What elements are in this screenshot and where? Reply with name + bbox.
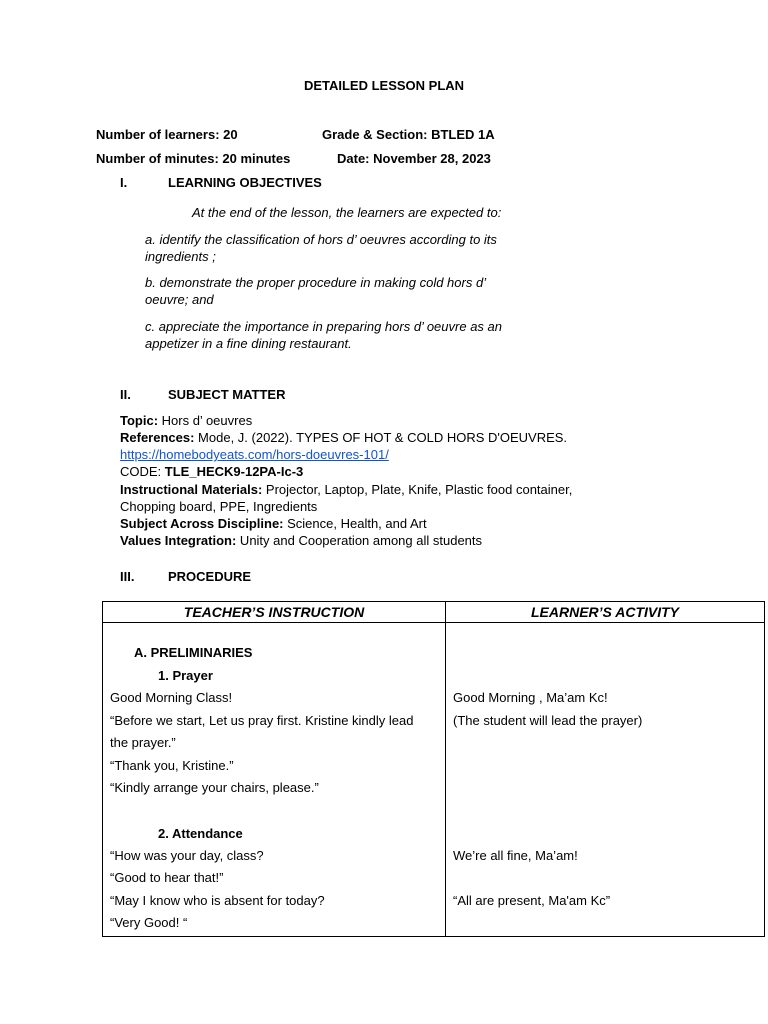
- section-preliminaries: A. PRELIMINARIES: [134, 645, 253, 660]
- lesson-date: Date: November 28, 2023: [337, 151, 491, 166]
- teacher-column-header: TEACHER’S INSTRUCTION: [103, 602, 446, 623]
- materials-value: Projector, Laptop, Plate, Knife, Plastic food container, Chopping board, PPE, Ingredients: [120, 482, 573, 514]
- learner-line: We’re all fine, Ma’am!: [453, 848, 578, 863]
- procedure-header-row: [103, 602, 765, 623]
- teacher-line: the prayer.”: [110, 735, 176, 750]
- learner-line: Good Morning , Ma’am Kc!: [453, 690, 608, 705]
- teacher-line: “How was your day, class?: [110, 848, 264, 863]
- topic-value: Hors d’ oeuvres: [158, 413, 253, 428]
- procedure-table: [102, 601, 765, 937]
- reference-link[interactable]: https://homebodyeats.com/hors-doeuvres-101/: [120, 447, 389, 462]
- objective-a: a. identify the classification of hors d’ oeuvres according to its ingredients ;: [145, 232, 497, 264]
- discipline-value: Science, Health, and Art: [283, 516, 427, 531]
- teacher-line: “Good to hear that!”: [110, 870, 224, 885]
- learner-column-header: LEARNER’S ACTIVITY: [446, 602, 765, 623]
- materials-line: [120, 481, 580, 515]
- references-label: References:: [120, 430, 195, 445]
- topic-label: Topic:: [120, 413, 159, 428]
- references-value: Mode, J. (2022). TYPES OF HOT & COLD HORS D'OEUVRES.: [194, 430, 568, 445]
- teacher-line: Good Morning Class!: [110, 690, 233, 705]
- discipline-line: [120, 516, 427, 531]
- objective-c: c. appreciate the importance in preparing hors d’ oeuvre as an appetizer in a fine dining restaurant.: [145, 319, 502, 351]
- teacher-line: “Before we start, Let us pray first. Kristine kindly lead: [110, 713, 414, 728]
- values-line: [120, 533, 482, 548]
- objectives-numeral: I.: [120, 175, 128, 190]
- topic-line: [120, 413, 252, 428]
- objectives-heading: LEARNING OBJECTIVES: [168, 175, 322, 190]
- subject-heading: SUBJECT MATTER: [168, 387, 286, 402]
- document-title: DETAILED LESSON PLAN: [303, 78, 465, 93]
- code-line: [120, 464, 303, 479]
- procedure-body-row: [103, 623, 765, 937]
- learner-line: (The student will lead the prayer): [453, 713, 643, 728]
- objective-b: b. demonstrate the proper procedure in making cold hors d’ oeuvre; and: [145, 275, 486, 307]
- materials-label: Instructional Materials:: [120, 482, 263, 497]
- subsection-attendance: 2. Attendance: [158, 826, 243, 841]
- teacher-column: [103, 623, 446, 937]
- values-label: Values Integration:: [120, 533, 237, 548]
- teacher-line: “Thank you, Kristine.”: [110, 758, 234, 773]
- subsection-prayer: 1. Prayer: [158, 668, 213, 683]
- discipline-label: Subject Across Discipline:: [120, 516, 284, 531]
- references-line: [120, 430, 567, 445]
- teacher-line: “Kindly arrange your chairs, please.”: [110, 780, 319, 795]
- procedure-numeral: III.: [120, 569, 135, 584]
- teacher-line: “May I know who is absent for today?: [110, 893, 325, 908]
- values-value: Unity and Cooperation among all students: [236, 533, 483, 548]
- subject-numeral: II.: [120, 387, 131, 402]
- minutes-count: Number of minutes: 20 minutes: [96, 151, 291, 166]
- objectives-intro: At the end of the lesson, the learners are expected to:: [192, 205, 502, 220]
- teacher-line: “Very Good! “: [110, 915, 188, 930]
- code-label: CODE:: [120, 464, 165, 479]
- grade-section: Grade & Section: BTLED 1A: [322, 127, 495, 142]
- learner-line: “All are present, Ma'am Kc”: [453, 893, 611, 908]
- learner-column: [446, 623, 765, 937]
- procedure-heading: PROCEDURE: [168, 569, 252, 584]
- learners-count: Number of learners: 20: [96, 127, 238, 142]
- reference-link-line: [120, 447, 389, 462]
- code-value: TLE_HECK9-12PA-Ic-3: [164, 464, 304, 479]
